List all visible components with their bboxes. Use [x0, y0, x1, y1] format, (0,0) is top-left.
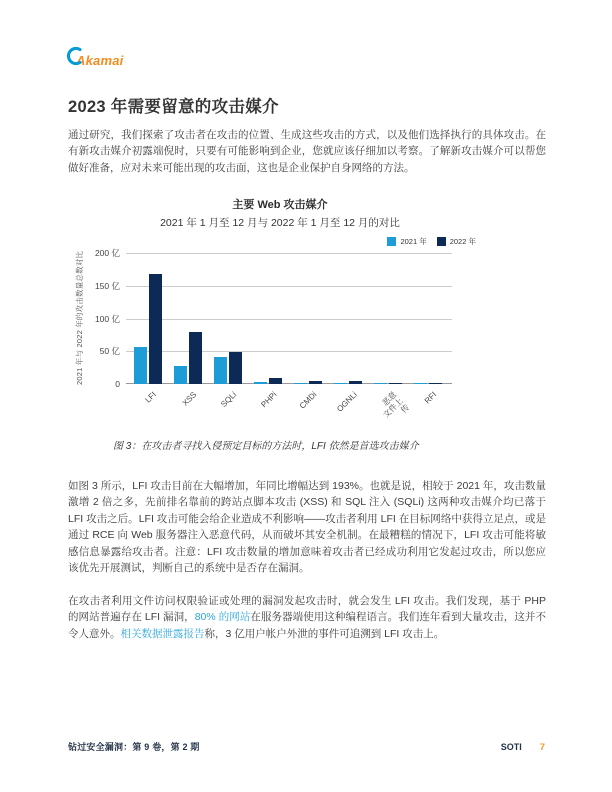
legend-label: 2021 年 [400, 237, 427, 246]
page-footer [68, 740, 545, 753]
bar [389, 383, 402, 384]
bar [269, 378, 282, 384]
bar-group [368, 253, 412, 420]
legend-item [387, 236, 426, 247]
footer-page-number: 7 [539, 742, 545, 753]
bar [189, 332, 202, 384]
bar [214, 357, 227, 384]
y-axis-label: 2021 年与 2022 年的攻击数量总数对比 [75, 250, 84, 385]
bar [174, 366, 187, 384]
paragraph-text: 在服务器端使用这种编程语言。我们连年看到大量攻击，这并不令人意外。 [68, 611, 546, 640]
x-tick-label: CMDi [297, 390, 319, 411]
bar [294, 383, 307, 384]
bar-group [408, 253, 448, 406]
paragraph-text: 在攻击者利用文件访问权限验证或处理的漏洞发起攻击时，就会发生 LFI 攻击。我们发现，基于 PHP 的网站普遍存在 LFI 漏洞， [68, 595, 546, 624]
bar [414, 383, 427, 384]
x-tick-label: LFI [143, 390, 159, 405]
x-tick-label: XSS [180, 390, 199, 408]
akamai-logo [68, 48, 123, 72]
x-tick-label: RFI [422, 390, 439, 406]
bar [429, 383, 442, 384]
paragraph-text: 称，3 亿用户帐户外泄的事件可追溯到 LFI 攻击上。 [204, 627, 445, 640]
page-title: 2023 年需要留意的攻击媒介 [68, 98, 279, 116]
bar [349, 381, 362, 384]
x-tick-label: OGNLi [334, 390, 359, 414]
bar [374, 383, 387, 384]
footer-report-title: 钻过安全漏洞：第 9 卷，第 2 期 [68, 742, 200, 752]
chart-legend [76, 236, 476, 247]
y-tick-label: 100 亿 [94, 313, 120, 324]
intro-paragraph: 通过研究，我们探索了攻击者在攻击的位置、生成这些攻击的方式，以及他们选择执行的具体攻击。在有新攻击媒介初露端倪时，只要有可能影响到企业，您就应该仔细加以考察。了解新攻击媒介可以帮您做好准备，应对未来可能出现的攻击面，这也是企业保护自身网络的方法。 [68, 129, 546, 174]
bar [229, 352, 242, 384]
figure-caption: 图 3：在攻击者寻找入侵预定目标的方法时，LFI 依然是首选攻击媒介 [113, 441, 419, 452]
akamai-swoosh-icon [64, 45, 86, 67]
y-tick-label: 200 亿 [94, 248, 120, 258]
footer-soti-label: SOTI [500, 742, 522, 752]
bar [334, 383, 347, 384]
x-tick-label: 恶意 文件上传 [380, 390, 412, 420]
link-80-percent-websites[interactable]: 80% 的网站 [194, 611, 251, 624]
body-paragraph-lfi: 如图 3 所示，LFI 攻击目前在大幅增加，年同比增幅达到 193%。也就是说，相较于 2021 年，攻击数量激增 2 倍之多，先前排名靠前的跨站点脚本攻击 (XSS) 和 SQL 注入 (SQLi) 这两种攻击媒介均已落于 LFI 攻击之后。LFI 攻击可能会给企业造成不利影响——攻击者利用 LFI 在目标网络中获得立足点，或是通过 RCE 向 Web 服务器注入恶意代码，从而破坏其安全机制。在最糟糕的情况下，LFI 攻击可能将敏感信息暴露给攻击者。注意：LFI 攻击数量的增加意味着攻击者已经成功利用它发起过攻击，所以您应该优先开展测试，判断自己的系统中是否存在漏洞。 [68, 480, 546, 575]
bar-group [208, 253, 248, 409]
chart-title: 主要 Web 攻击媒介 [232, 199, 328, 211]
legend-swatch-icon [437, 237, 446, 246]
legend-item [437, 236, 476, 247]
bar-group [328, 253, 368, 414]
bar-group [168, 253, 208, 408]
bar [149, 274, 162, 384]
y-tick-label: 150 亿 [94, 280, 120, 291]
akamai-logo-text: Akamai [76, 52, 124, 68]
x-tick-label: PHPi [259, 390, 279, 410]
body-paragraph-php [68, 593, 546, 642]
chart-subtitle: 2021 年 1 月至 12 月与 2022 年 1 月至 12 月的对比 [160, 217, 400, 229]
y-tick-label: 0 [115, 379, 120, 389]
bar [254, 382, 267, 384]
legend-label: 2022 年 [449, 237, 476, 246]
chart-plot [126, 253, 452, 420]
bar [134, 347, 147, 384]
bar [309, 381, 322, 384]
bar-group [128, 253, 168, 405]
bar-group [248, 253, 288, 410]
x-tick-label: SQLi [219, 390, 239, 409]
bar-group [288, 253, 328, 411]
link-data-breach-report[interactable]: 相关数据泄露报告 [120, 627, 205, 640]
y-tick-label: 50 亿 [99, 346, 120, 357]
legend-swatch-icon [387, 237, 396, 246]
y-axis-ticks [90, 248, 126, 389]
figure-3-chart [75, 196, 516, 420]
